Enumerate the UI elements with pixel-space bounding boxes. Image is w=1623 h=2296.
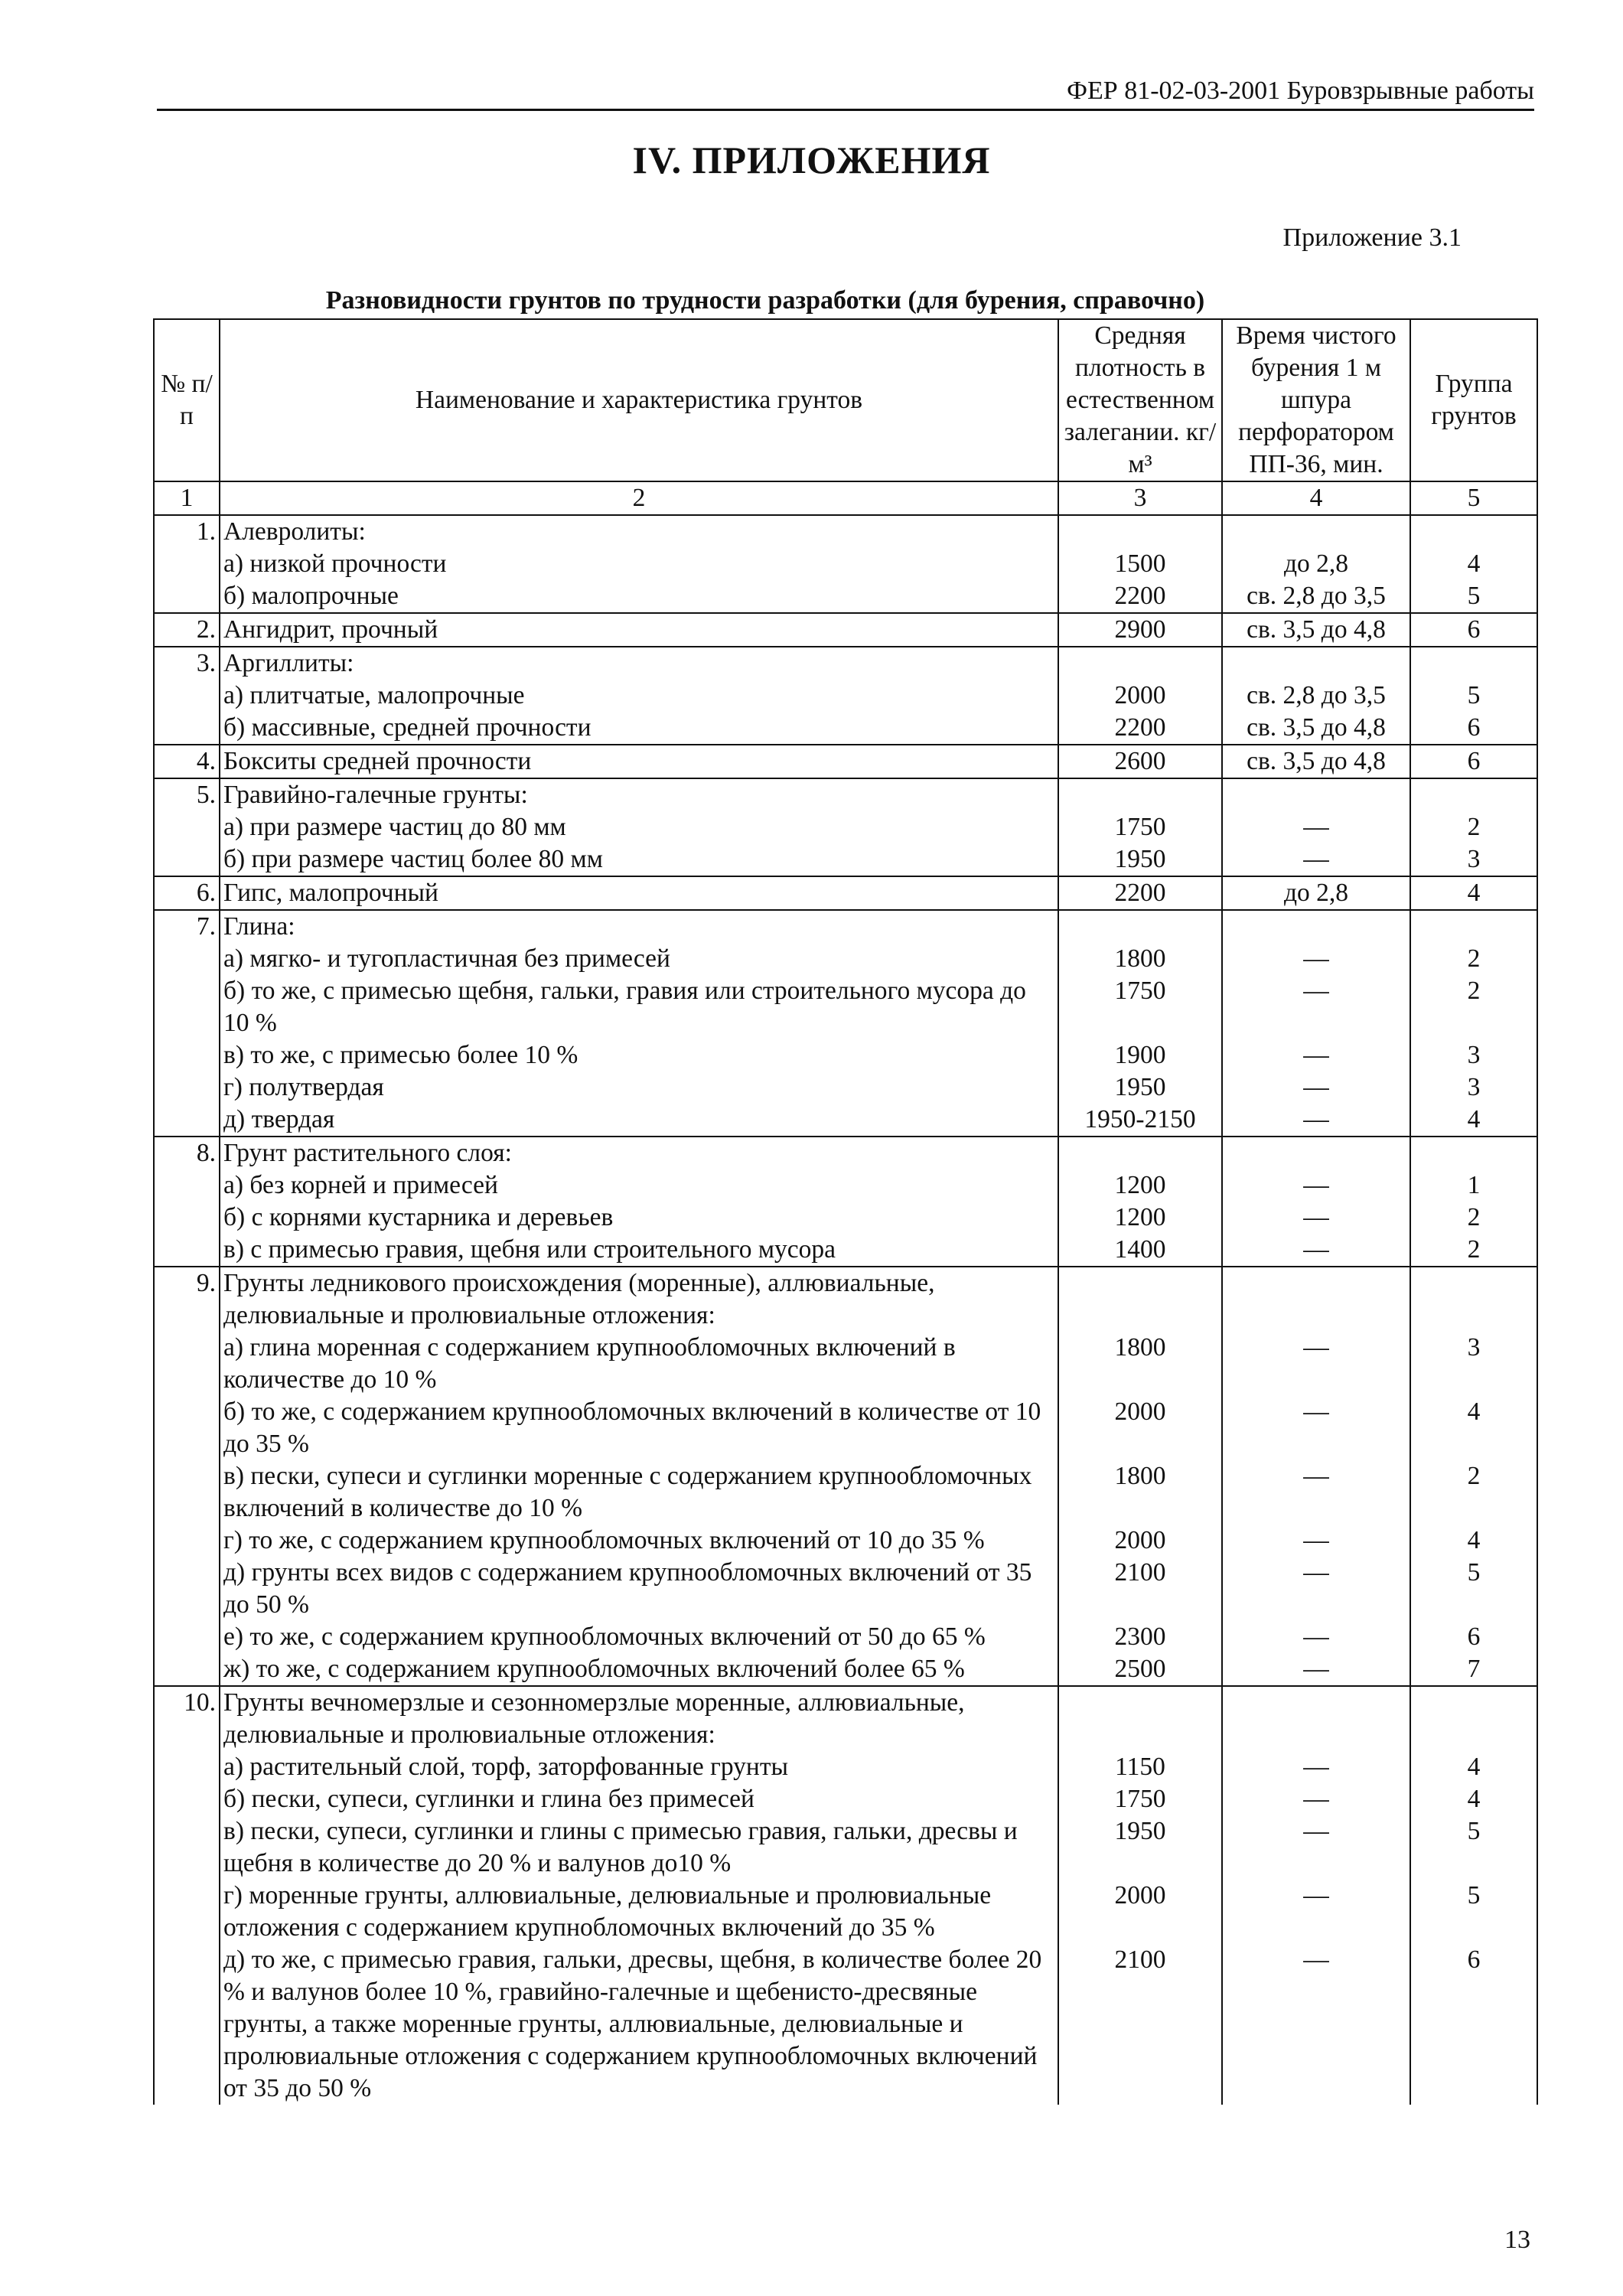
cell-density: 1200 <box>1058 1169 1222 1202</box>
cell-name: б) при размере частиц более 80 мм <box>220 843 1058 876</box>
cell-time: — <box>1222 1039 1410 1071</box>
cell-name: в) с примесью гравия, щебня или строительного мусора <box>220 1234 1058 1267</box>
table-row <box>154 1653 1537 1686</box>
cell-name: б) то же, с содержанием крупнообломочных включений в количестве от 10 до 35 % <box>220 1396 1058 1460</box>
cell-density: 1950-2150 <box>1058 1104 1222 1137</box>
table-row <box>154 548 1537 580</box>
cell-name: Гипс, малопрочный <box>220 876 1058 910</box>
cell-group: 6 <box>1410 712 1537 745</box>
cell-group: 4 <box>1410 1783 1537 1815</box>
cell-density: 2200 <box>1058 712 1222 745</box>
cell-num <box>154 1396 220 1460</box>
cell-group: 6 <box>1410 1944 1537 2105</box>
cell-time: — <box>1222 1815 1410 1880</box>
cell-density: 1800 <box>1058 943 1222 975</box>
table-row <box>154 613 1537 647</box>
soil-classification-table <box>153 318 1538 2105</box>
table-row <box>154 580 1537 613</box>
cell-name: Алевролиты: <box>220 515 1058 548</box>
cell-group: 5 <box>1410 1880 1537 1944</box>
table-row <box>154 1460 1537 1525</box>
cell-num <box>154 1234 220 1267</box>
cell-density: 2200 <box>1058 580 1222 613</box>
cell-num <box>154 1880 220 1944</box>
cell-density: 2000 <box>1058 680 1222 712</box>
cell-density: 1200 <box>1058 1202 1222 1234</box>
cell-num <box>154 1104 220 1137</box>
table-row <box>154 1267 1537 1332</box>
cell-time: — <box>1222 1234 1410 1267</box>
cell-density: 1900 <box>1058 1039 1222 1071</box>
cell-density: 2100 <box>1058 1557 1222 1621</box>
table-row <box>154 745 1537 778</box>
cell-group <box>1410 1137 1537 1169</box>
cell-num <box>154 1202 220 1234</box>
table-row <box>154 843 1537 876</box>
cell-group: 2 <box>1410 975 1537 1039</box>
table-row <box>154 1169 1537 1202</box>
cell-group: 2 <box>1410 1460 1537 1525</box>
table-row <box>154 647 1537 680</box>
table-body <box>154 481 1537 2105</box>
cell-name: д) то же, с примесью гравия, гальки, дресвы, щебня, в количестве более 20 % и валунов более 10 %, гравийно-галечные и щебенисто-дресвяные грунты, а также моренные грунты, аллювиальные, делювиальные и пролювиальные отложения с содержанием крупнообломочных включений от 35 до 50 % <box>220 1944 1058 2105</box>
cell-time: до 2,8 <box>1222 548 1410 580</box>
table-row <box>154 1039 1537 1071</box>
cell-density: 1500 <box>1058 548 1222 580</box>
cell-group: 3 <box>1410 1332 1537 1396</box>
table-row <box>154 712 1537 745</box>
cell-num <box>154 943 220 975</box>
cell-name: ж) то же, с содержанием крупнообломочных включений более 65 % <box>220 1653 1058 1686</box>
table-row <box>154 1396 1537 1460</box>
appendix-label: Приложение 3.1 <box>1282 223 1462 252</box>
soil-table-container <box>153 318 1537 2105</box>
cell-num <box>154 1169 220 1202</box>
cell-name: Аргиллиты: <box>220 647 1058 680</box>
cell-time <box>1222 910 1410 943</box>
cell-num <box>154 1525 220 1557</box>
cell-name: а) глина моренная с содержанием крупнообломочных включений в количестве до 10 % <box>220 1332 1058 1396</box>
cell-density: 1800 <box>1058 1332 1222 1396</box>
cell-density: 2300 <box>1058 1621 1222 1653</box>
table-row <box>154 1686 1537 1751</box>
cell-density: 2000 <box>1058 1396 1222 1460</box>
cell-time <box>1222 647 1410 680</box>
cell-time: — <box>1222 1525 1410 1557</box>
cell-group <box>1410 778 1537 811</box>
cell-time: до 2,8 <box>1222 876 1410 910</box>
cell-density: 2500 <box>1058 1653 1222 1686</box>
table-row <box>154 1071 1537 1104</box>
cell-num <box>154 975 220 1039</box>
cell-time: св. 3,5 до 4,8 <box>1222 712 1410 745</box>
cell-name: а) без корней и примесей <box>220 1169 1058 1202</box>
cell-density: 1150 <box>1058 1751 1222 1783</box>
cell-group: 5 <box>1410 580 1537 613</box>
cell-density <box>1058 778 1222 811</box>
cell-time: — <box>1222 1202 1410 1234</box>
cell-group: 4 <box>1410 1751 1537 1783</box>
cell-name: г) полутвердая <box>220 1071 1058 1104</box>
column-number: 4 <box>1222 481 1410 515</box>
cell-density <box>1058 910 1222 943</box>
cell-group: 3 <box>1410 843 1537 876</box>
cell-group: 6 <box>1410 1621 1537 1653</box>
cell-name: д) грунты всех видов с содержанием крупнообломочных включений от 35 до 50 % <box>220 1557 1058 1621</box>
cell-name: б) с корнями кустарника и деревьев <box>220 1202 1058 1234</box>
cell-time: — <box>1222 1944 1410 2105</box>
cell-density: 2600 <box>1058 745 1222 778</box>
table-row <box>154 1234 1537 1267</box>
cell-num <box>154 548 220 580</box>
header-name: Наименование и характеристика грунтов <box>220 319 1058 481</box>
cell-num <box>154 1332 220 1396</box>
cell-time: — <box>1222 843 1410 876</box>
table-row <box>154 1621 1537 1653</box>
table-row <box>154 1557 1537 1621</box>
cell-num <box>154 1653 220 1686</box>
cell-time: — <box>1222 1653 1410 1686</box>
cell-name: Грунты ледникового происхождения (моренные), аллювиальные, делювиальные и пролювиальные отложения: <box>220 1267 1058 1332</box>
cell-num <box>154 1071 220 1104</box>
cell-group: 2 <box>1410 1202 1537 1234</box>
cell-name: б) то же, с примесью щебня, гальки, гравия или строительного мусора до 10 % <box>220 975 1058 1039</box>
cell-num <box>154 1039 220 1071</box>
cell-time: — <box>1222 1557 1410 1621</box>
cell-time: св. 2,8 до 3,5 <box>1222 680 1410 712</box>
cell-density: 2100 <box>1058 1944 1222 2105</box>
cell-name: б) пески, супеси, суглинки и глина без примесей <box>220 1783 1058 1815</box>
table-row <box>154 778 1537 811</box>
cell-num <box>154 1783 220 1815</box>
cell-num: 10. <box>154 1686 220 1751</box>
table-row <box>154 1104 1537 1137</box>
table-caption: Разновидности грунтов по трудности разработки (для бурения, справочно) <box>325 286 1205 315</box>
cell-time: — <box>1222 811 1410 843</box>
cell-density <box>1058 1267 1222 1332</box>
table-row <box>154 1332 1537 1396</box>
running-header: ФЕР 81-02-03-2001 Буровзрывные работы <box>157 75 1534 111</box>
cell-density: 1750 <box>1058 1783 1222 1815</box>
table-row <box>154 680 1537 712</box>
cell-name: а) низкой прочности <box>220 548 1058 580</box>
cell-time: — <box>1222 943 1410 975</box>
header-group: Группа грунтов <box>1410 319 1537 481</box>
cell-time <box>1222 515 1410 548</box>
cell-time: — <box>1222 1104 1410 1137</box>
cell-num <box>154 680 220 712</box>
cell-num <box>154 1557 220 1621</box>
cell-num <box>154 1751 220 1783</box>
cell-density: 2000 <box>1058 1525 1222 1557</box>
cell-density: 1950 <box>1058 1071 1222 1104</box>
table-row <box>154 975 1537 1039</box>
cell-group: 4 <box>1410 1525 1537 1557</box>
cell-group: 4 <box>1410 548 1537 580</box>
cell-group: 4 <box>1410 876 1537 910</box>
cell-num <box>154 843 220 876</box>
cell-num <box>154 1944 220 2105</box>
cell-num <box>154 1460 220 1525</box>
cell-num: 5. <box>154 778 220 811</box>
cell-num: 7. <box>154 910 220 943</box>
cell-time <box>1222 1267 1410 1332</box>
cell-name: Грунты вечномерзлые и сезонномерзлые моренные, аллювиальные, делювиальные и пролювиальные отложения: <box>220 1686 1058 1751</box>
table-row <box>154 1202 1537 1234</box>
cell-time: — <box>1222 975 1410 1039</box>
cell-name: а) при размере частиц до 80 мм <box>220 811 1058 843</box>
cell-group: 6 <box>1410 745 1537 778</box>
cell-num <box>154 712 220 745</box>
header-density: Средняя плотность в естественном залегании. кг/м³ <box>1058 319 1222 481</box>
cell-group: 2 <box>1410 1234 1537 1267</box>
cell-density: 1950 <box>1058 1815 1222 1880</box>
cell-num <box>154 1621 220 1653</box>
cell-time: св. 2,8 до 3,5 <box>1222 580 1410 613</box>
cell-group: 3 <box>1410 1039 1537 1071</box>
cell-time: — <box>1222 1332 1410 1396</box>
cell-name: г) то же, с содержанием крупнообломочных включений от 10 до 35 % <box>220 1525 1058 1557</box>
cell-density: 1950 <box>1058 843 1222 876</box>
cell-density: 1750 <box>1058 975 1222 1039</box>
table-row <box>154 515 1537 548</box>
cell-time <box>1222 1686 1410 1751</box>
cell-time: — <box>1222 1621 1410 1653</box>
section-title: IV. ПРИЛОЖЕНИЯ <box>632 139 991 181</box>
cell-name: а) растительный слой, торф, заторфованные грунты <box>220 1751 1058 1783</box>
cell-density: 1750 <box>1058 811 1222 843</box>
cell-group: 2 <box>1410 943 1537 975</box>
cell-group: 5 <box>1410 1557 1537 1621</box>
cell-time: — <box>1222 1783 1410 1815</box>
table-row <box>154 1880 1537 1944</box>
table-row <box>154 1783 1537 1815</box>
table-row <box>154 1525 1537 1557</box>
cell-name: б) малопрочные <box>220 580 1058 613</box>
table-row <box>154 1751 1537 1783</box>
cell-num: 1. <box>154 515 220 548</box>
cell-name: в) пески, супеси и суглинки моренные с содержанием крупнообломочных включений в количестве до 10 % <box>220 1460 1058 1525</box>
cell-name: Ангидрит, прочный <box>220 613 1058 647</box>
cell-time: — <box>1222 1071 1410 1104</box>
table-row <box>154 876 1537 910</box>
cell-time <box>1222 778 1410 811</box>
cell-name: а) плитчатые, малопрочные <box>220 680 1058 712</box>
cell-group: 3 <box>1410 1071 1537 1104</box>
cell-name: Глина: <box>220 910 1058 943</box>
cell-name: б) массивные, средней прочности <box>220 712 1058 745</box>
cell-name: е) то же, с содержанием крупнообломочных включений от 50 до 65 % <box>220 1621 1058 1653</box>
cell-density: 2200 <box>1058 876 1222 910</box>
table-row <box>154 1944 1537 2105</box>
cell-group: 4 <box>1410 1396 1537 1460</box>
cell-density <box>1058 647 1222 680</box>
cell-num: 2. <box>154 613 220 647</box>
cell-time: — <box>1222 1880 1410 1944</box>
cell-time <box>1222 1137 1410 1169</box>
cell-time: — <box>1222 1460 1410 1525</box>
cell-num <box>154 580 220 613</box>
cell-group: 1 <box>1410 1169 1537 1202</box>
cell-name: Гравийно-галечные грунты: <box>220 778 1058 811</box>
header-num: № п/п <box>154 319 220 481</box>
column-number-row <box>154 481 1537 515</box>
cell-name: а) мягко- и тугопластичная без примесей <box>220 943 1058 975</box>
cell-name: Бокситы средней прочности <box>220 745 1058 778</box>
table-row <box>154 943 1537 975</box>
cell-density <box>1058 515 1222 548</box>
cell-density <box>1058 1686 1222 1751</box>
cell-group <box>1410 515 1537 548</box>
table-header-row <box>154 319 1537 481</box>
cell-group <box>1410 1267 1537 1332</box>
column-number: 3 <box>1058 481 1222 515</box>
cell-time: — <box>1222 1751 1410 1783</box>
cell-num: 4. <box>154 745 220 778</box>
cell-num: 6. <box>154 876 220 910</box>
cell-time: св. 3,5 до 4,8 <box>1222 613 1410 647</box>
cell-density: 2000 <box>1058 1880 1222 1944</box>
cell-time: св. 3,5 до 4,8 <box>1222 745 1410 778</box>
cell-density: 2900 <box>1058 613 1222 647</box>
cell-time: — <box>1222 1169 1410 1202</box>
page-number: 13 <box>1504 2226 1530 2254</box>
table-row <box>154 811 1537 843</box>
cell-group <box>1410 1686 1537 1751</box>
column-number: 1 <box>154 481 220 515</box>
cell-name: д) твердая <box>220 1104 1058 1137</box>
cell-num <box>154 811 220 843</box>
cell-group: 5 <box>1410 1815 1537 1880</box>
cell-name: в) пески, супеси, суглинки и глины с примесью гравия, гальки, дресвы и щебня в количестве до 20 % и валунов до10 % <box>220 1815 1058 1880</box>
cell-name: г) моренные грунты, аллювиальные, делювиальные и пролювиальные отложения с содержанием крупнобломочных включений до 35 % <box>220 1880 1058 1944</box>
cell-group: 6 <box>1410 613 1537 647</box>
cell-group: 4 <box>1410 1104 1537 1137</box>
cell-density: 1400 <box>1058 1234 1222 1267</box>
cell-group <box>1410 647 1537 680</box>
cell-num: 9. <box>154 1267 220 1332</box>
table-row <box>154 1137 1537 1169</box>
cell-group: 2 <box>1410 811 1537 843</box>
cell-num: 8. <box>154 1137 220 1169</box>
header-time: Время чистого бурения 1 м шпура перфоратором ПП-36, мин. <box>1222 319 1410 481</box>
cell-group: 5 <box>1410 680 1537 712</box>
cell-num <box>154 1815 220 1880</box>
column-number: 5 <box>1410 481 1537 515</box>
cell-group <box>1410 910 1537 943</box>
cell-density <box>1058 1137 1222 1169</box>
cell-time: — <box>1222 1396 1410 1460</box>
column-number: 2 <box>220 481 1058 515</box>
cell-density: 1800 <box>1058 1460 1222 1525</box>
cell-num: 3. <box>154 647 220 680</box>
cell-name: в) то же, с примесью более 10 % <box>220 1039 1058 1071</box>
cell-group: 7 <box>1410 1653 1537 1686</box>
table-row <box>154 910 1537 943</box>
cell-name: Грунт растительного слоя: <box>220 1137 1058 1169</box>
table-row <box>154 1815 1537 1880</box>
